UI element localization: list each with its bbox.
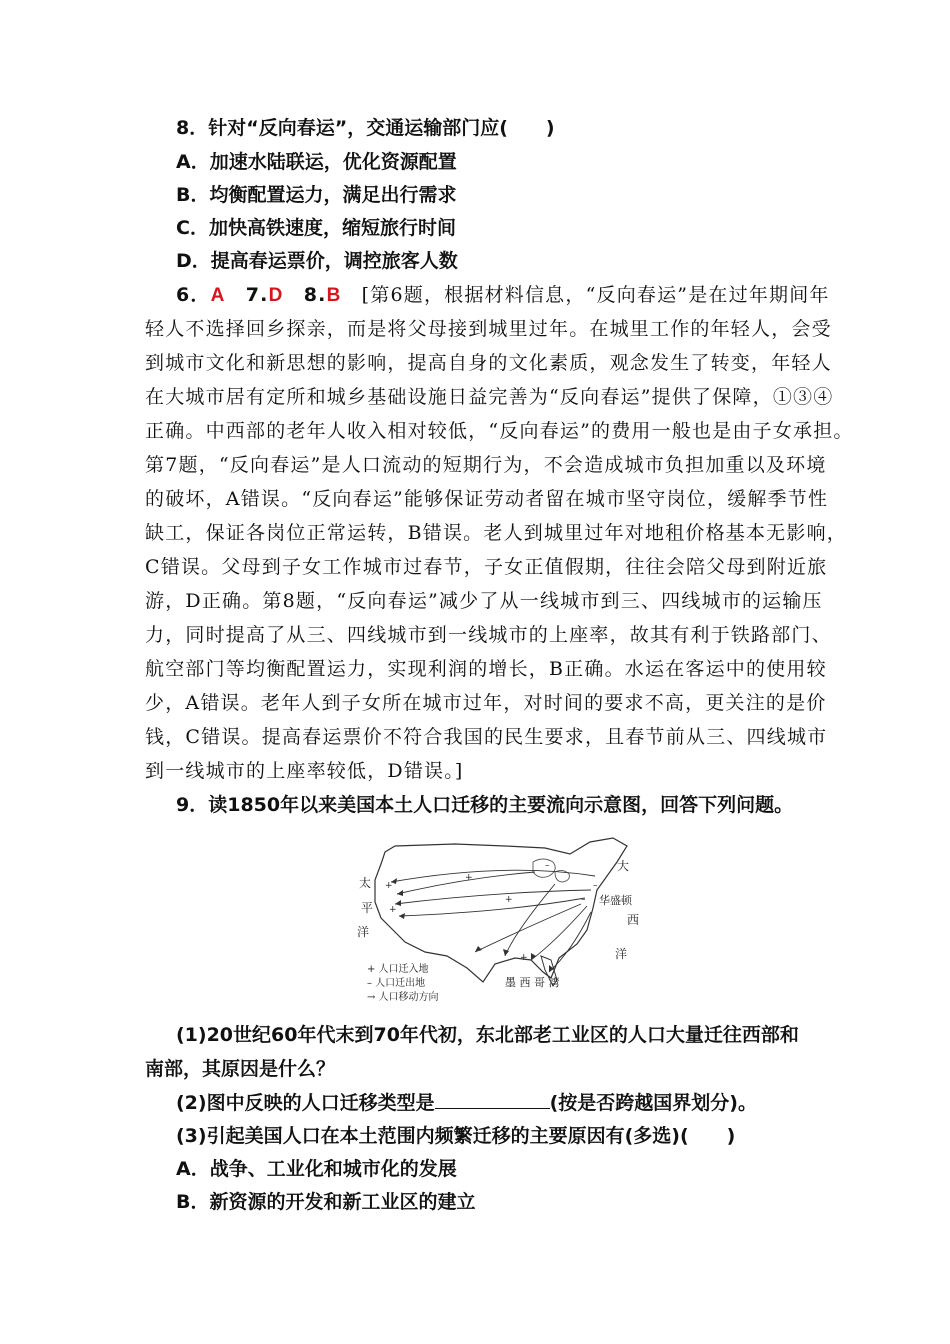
answer-line: 航空部门等均衡配置运力，实现利润的增长，B正确。水运在客运中的使用较 [145,658,827,680]
answer-7: D [268,285,284,306]
answer-6: A [210,285,226,306]
answer-first-line [176,280,841,311]
arrowhead [531,953,536,960]
q9-sub3-option-b: B．新资源的开发和新工业区的建立 [176,1191,476,1213]
q9-sub3: (3)引起美国人口在本土范围内频繁迁移的主要原因有(多选)( ) [176,1125,736,1147]
answer-line: 的破坏，A错误。“反向春运”能够保证劳动者留在城市坚守岗位，缓解季节性 [145,488,829,510]
answer-line: C错误。父母到子女工作城市过春节，子女正值假期，往往会陪父母到附近旅 [145,556,828,578]
answer-line: 钱，C错误。提高春运票价不符合我国的民生要求，且春节前从三、四线城市 [145,726,828,748]
migration-arrow [549,912,591,972]
answer-line: 在大城市居有定所和城乡基础设施日益完善为“反向春运”提供了保障，①③④ [145,386,834,408]
answer-explanation-start: [第6题，根据材料信息，“反向春运”是在过年期间年 [341,284,830,306]
migration-arrow [531,906,587,960]
q8-option-a: A．加速水陆联运，优化资源配置 [176,151,457,173]
map-legend [367,962,439,1003]
minus-marker: – [545,861,550,871]
atlantic-label-2: 西 [627,913,640,927]
answer-line: 轻人不选择回乡探亲，而是将父母接到城里过年。在城里工作的年轻人，会受 [145,318,832,340]
answer-blank[interactable] [435,1090,550,1109]
plus-marker: + [385,881,393,891]
q9-sub2-after: (按是否跨越国界划分)。 [549,1092,757,1114]
minus-marker: – [581,895,586,905]
answer-line: 力，同时提高了从三、四线城市到一线城市的上座率，故其有利于铁路部门、 [145,624,832,646]
q8-option-c: C．加快高铁速度，缩短旅行时间 [176,217,456,239]
answer-line: 到一线城市的上座率较低，D错误。] [145,760,464,782]
pacific-label-3: 洋 [357,925,370,939]
q9-sub2-before: (2)图中反映的人口迁移类型是 [176,1092,435,1114]
answer-line: 缺工，保证各岗位正常运转，B错误。老人到城里过年对地租价格基本无影响， [145,522,847,544]
plus-marker: + [520,953,528,963]
us-migration-map [355,832,645,1007]
q9-sub1-line1: (1)20世纪60年代末到70年代初，东北部老工业区的人口大量迁往西部和 [176,1024,799,1046]
arrowhead [475,946,482,952]
minus-marker: – [593,881,598,891]
washington-label: 华盛顿 [599,894,632,907]
q9-stem: 9．读1850年以来美国本土人口迁移的主要流向示意图，回答下列问题。 [176,794,794,816]
gulf-label: 墨 西 哥 湾 [505,976,560,989]
answer-line: 游，D正确。第8题，“反向春运”减少了从一线城市到三、四线城市的运输压 [145,590,823,612]
q8-stem: 8．针对“反向春运”，交通运输部门应( ) [176,117,555,139]
answer-number-8: 8. [283,284,327,306]
legend-direction: → 人口移动方向 [367,992,439,1003]
legend-in: + 人口迁入地 [367,964,429,975]
q9-sub3-option-a: A．战争、工业化和城市化的发展 [176,1158,457,1180]
q9-sub1-line2: 南部，其原因是什么？ [145,1058,336,1080]
plus-marker: + [389,905,397,915]
atlantic-label-1: 大 [617,859,630,873]
answer-line: 少，A错误。老年人到子女所在城市过年，对时间的要求不高，更关注的是价 [145,692,827,714]
answer-line: 正确。中西部的老年人收入相对较低，“反向春运”的费用一般也是由子女承担。 [145,420,854,442]
arrowhead [397,890,403,896]
q8-option-d: D．提高春运票价，调控旅客人数 [176,250,458,272]
us-outline [375,838,630,982]
migration-arrows [391,870,595,972]
pacific-label-2: 平 [361,901,374,915]
answer-number-6: 6． [176,284,211,306]
q8-option-b: B．均衡配置运力，满足出行需求 [176,184,457,206]
atlantic-label-3: 洋 [615,947,628,961]
plus-marker: + [505,895,513,905]
q9-sub2 [176,1088,841,1118]
answer-8: B [326,285,342,306]
answer-line: 第7题，“反向春运”是人口流动的短期行为，不会造成城市负担加重以及环境 [145,454,827,476]
legend-out: – 人口迁出地 [367,978,426,989]
answer-line: 到城市文化和新思想的影响，提高自身的文化素质，观念发生了转变，年轻人 [145,352,832,374]
answer-number-7: 7. [225,284,269,306]
arrowhead [399,913,405,919]
pacific-label-1: 太 [359,876,372,890]
plus-marker: + [465,873,473,883]
migration-arrow [475,904,581,952]
